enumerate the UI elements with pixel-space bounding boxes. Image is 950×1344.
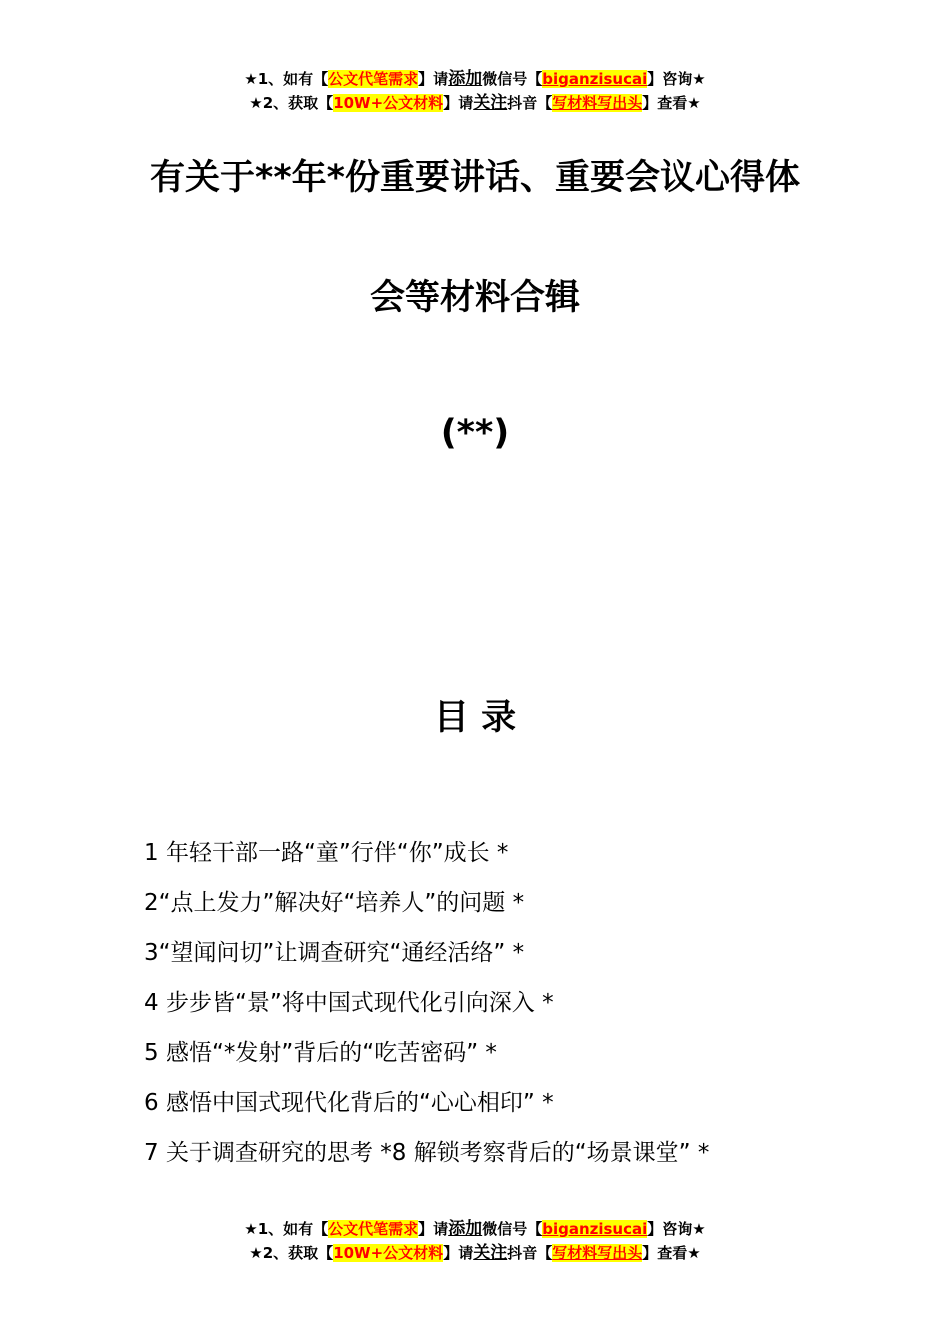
banner-highlight: 10W+公文材料 xyxy=(333,94,444,112)
toc-heading: 目 录 xyxy=(433,698,517,738)
banner-text: ★2、获取【 xyxy=(249,94,334,112)
toc-list xyxy=(144,828,844,1178)
toc-item[interactable]: 2“点上发力”解决好“培养人”的问题 * xyxy=(144,890,525,916)
banner-underlined: 添加 xyxy=(448,1219,483,1239)
toc-item[interactable]: 7 关于调查研究的思考 *8 解锁考察背后的“场景课堂” * xyxy=(144,1140,710,1166)
banner-text: 微信号【 xyxy=(482,70,543,88)
banner-underlined: 添加 xyxy=(448,69,483,89)
banner-line-1 xyxy=(0,67,950,91)
toc-item[interactable]: 4 步步皆“景”将中国式现代化引向深入 * xyxy=(144,990,554,1016)
bottom-banner xyxy=(0,1217,950,1265)
wechat-id: biganzisucai xyxy=(542,70,648,88)
banner-line-1 xyxy=(0,1217,950,1241)
banner-text: 】请 xyxy=(443,1244,474,1262)
douyin-id: 写材料写出头 xyxy=(552,94,643,112)
banner-line-2 xyxy=(0,1241,950,1265)
banner-text: 抖音【 xyxy=(507,94,553,112)
toc-item[interactable]: 5 感悟“*发射”背后的“吃苦密码” * xyxy=(144,1040,497,1066)
top-banner xyxy=(0,67,950,115)
banner-text: ★1、如有【 xyxy=(244,70,329,88)
banner-text: 】请 xyxy=(418,70,449,88)
document-title-line-2: 会等材料合辑 xyxy=(369,278,580,318)
banner-underlined: 关注 xyxy=(473,93,508,113)
document-title-line-3: (**) xyxy=(440,413,510,453)
banner-text: 微信号【 xyxy=(482,1220,543,1238)
banner-highlight: 10W+公文材料 xyxy=(333,1244,444,1262)
banner-text: ★2、获取【 xyxy=(249,1244,334,1262)
banner-text: 】请 xyxy=(443,94,474,112)
banner-text: ★1、如有【 xyxy=(244,1220,329,1238)
banner-text: 】咨询★ xyxy=(647,70,706,88)
toc-item[interactable]: 1 年轻干部一路“童”行伴“你”成长 * xyxy=(144,840,509,866)
banner-text: 】查看★ xyxy=(642,94,701,112)
banner-text: 】查看★ xyxy=(642,1244,701,1262)
banner-text: 】请 xyxy=(418,1220,449,1238)
banner-underlined: 关注 xyxy=(473,1243,508,1263)
banner-text: 】咨询★ xyxy=(647,1220,706,1238)
toc-item[interactable]: 6 感悟中国式现代化背后的“心心相印” * xyxy=(144,1090,554,1116)
banner-line-2 xyxy=(0,91,950,115)
banner-highlight: 公文代笔需求 xyxy=(328,70,419,88)
document-title-line-1: 有关于**年*份重要讲话、重要会议心得体 xyxy=(150,158,800,198)
douyin-id: 写材料写出头 xyxy=(552,1244,643,1262)
banner-highlight: 公文代笔需求 xyxy=(328,1220,419,1238)
banner-text: 抖音【 xyxy=(507,1244,553,1262)
toc-item[interactable]: 3“望闻问切”让调查研究“通经活络” * xyxy=(144,940,525,966)
wechat-id: biganzisucai xyxy=(542,1220,648,1238)
